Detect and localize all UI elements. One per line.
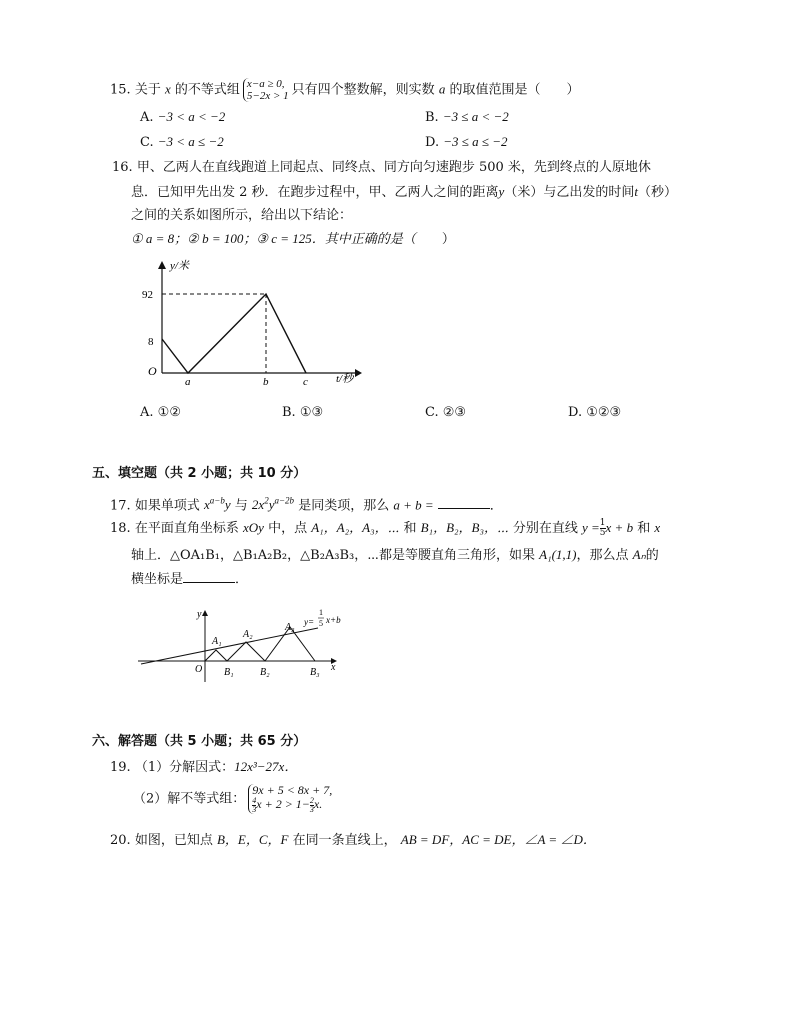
q15-option-d [425,133,508,152]
q15-option-d-text: −3 ≤ a ≤ −2 [443,134,508,149]
q16-line2 [131,183,677,202]
q18-line2-c: 的 [645,548,659,563]
q16-distance-line [162,294,306,373]
q15-close-paren: ） [566,82,580,98]
q17-term2-base: 2x [251,497,265,513]
q16-tick-a: a [185,376,191,388]
q16-line2-a: 息．已知甲先出发 2 秒．在跑步过程中，甲、乙两人之间的距离 [131,185,499,200]
q20-condition: AB = DF，AC = DE，∠A = ∠D． [400,832,596,847]
q16-option-c [425,404,466,422]
q17-term2-y: y [268,497,275,513]
q16-option-a-label: A. [140,405,154,420]
q16-number: 16. [112,160,133,175]
q18-line1-e: 和 [637,521,651,536]
q16-origin: O [148,364,157,378]
q16-y-label: y/米 [170,260,189,272]
q16-line1 [112,159,651,177]
q16-option-c-text: ②③ [442,405,467,420]
q17-term1-exp: a−b [209,496,225,506]
q19-inequality-system [248,784,332,814]
q18-line1-a: 在平面直角坐标系 [134,521,239,536]
q19-part1 [110,758,297,777]
q15-sys-line2: 5−2x > 1 [246,90,289,102]
q15-option-a [140,108,225,127]
q19-part2 [133,784,335,814]
q18-figure [138,600,358,685]
q18-line1 [110,519,660,538]
q17-term1-y: y [224,497,231,513]
q20-text-b: 在同一条直线上， [292,833,397,848]
q16-graph [140,255,370,390]
q18-frac-den: 5 [599,528,606,538]
q18-fig-eq-rest: x+b [326,615,341,625]
q16-option-c-label: C. [425,405,439,420]
q15-text-end: 的取值范围是（ [449,82,541,98]
q17 [110,492,503,515]
q15-option-d-label: D. [425,135,440,150]
q17-text-c: 是同类项，那么 [298,498,390,514]
q15-option-b-text: −3 ≤ a < −2 [442,109,509,124]
q16-x-arrow [355,369,362,377]
q18-line1-d: 分别在直线 [512,521,578,536]
q18-a1: A₁(1,1) [539,547,577,562]
q17-end: ． [489,498,503,514]
q16-x-label: t/秒 [336,373,354,385]
q16-option-a-text: ①② [157,405,181,420]
q16-line4-text: ① a = 8；② b = 100；③ c = 125．其中正确的是（ [131,231,416,246]
q17-text-a: 如果单项式 [134,498,200,514]
q17-term1-base: x [203,497,210,513]
q16-option-b-label: B. [282,405,296,420]
q18-y-arrow [202,610,208,616]
q18-line2 [131,546,659,565]
q15-inequality-system [243,78,289,102]
q16-line2-c: （秒） [637,185,677,200]
q18-answer-blank[interactable] [183,570,235,583]
q18-fig-a2: A₂ [243,629,253,640]
q15-option-a-label: A. [140,110,154,125]
q16-option-d-text: ①②③ [586,405,622,420]
q16-line2-b: （米）与乙出发的时间 [504,185,635,200]
q15-sys-line1: x−a ≥ 0, [246,78,285,90]
q19-frac1-num: 4 [252,796,257,805]
q18-fig-y: y [197,609,202,620]
q17-term2 [252,497,294,512]
q16-tick-92: 92 [142,289,153,301]
q18-eq-rest: x + b [605,520,634,535]
q15-option-b [425,108,509,127]
q18-fig-b1: B₁ [224,667,234,678]
q18-fig-a1: A₁ [212,636,222,647]
q17-answer-blank[interactable] [438,496,490,509]
q15-option-b-label: B. [425,110,439,125]
q18-end: ． [235,572,249,587]
q17-term1 [204,497,231,512]
q18-frac-num: 1 [599,518,606,528]
q16-close-paren: ） [441,232,455,247]
q16-line1-text: 甲、乙两人在直线跑道上同起点、同终点、同方向匀速跑步 500 米，先到终点的人原地休 [136,160,651,175]
q19-sys-line1: 9x + 5 < 8x + 7, [252,783,333,797]
q19-p1-label: （1）分解因式： [134,760,235,775]
q17-expr: a + b = [393,497,434,513]
q15-text: 关于 [134,82,161,98]
q18-number: 18. [110,521,131,536]
q15-option-c-text: −3 < a ≤ −2 [157,134,224,149]
q15-stem [110,78,579,102]
q20-number: 20. [110,833,131,848]
q17-number: 17. [110,498,131,514]
q16-option-d-label: D. [568,405,583,420]
q18-fig-a3: A₃ [285,622,295,633]
q17-term2-exp2: a−2b [274,496,295,506]
q18-fig-b2: B₂ [260,667,270,678]
q19-frac1-den: 3 [252,805,257,814]
q19-frac2-num: 2 [309,796,314,805]
q16-line4 [131,230,455,249]
q16-option-b-text: ①③ [299,405,324,420]
q16-y-arrow [158,261,166,269]
q17-term2-exp1: 2 [264,496,269,506]
q15-option-c-label: C. [140,135,154,150]
q18-fig-o: O [195,664,203,675]
q18-fig-eq-num: 1 [319,608,323,617]
q19-p1-expr: 12x³−27x． [234,759,298,774]
section5-title: 五、填空题（共 2 小题；共 10 分） [92,466,307,481]
q16-line3: 之间的关系如图所示，给出以下结论： [131,208,353,223]
q18-line2-b: ，那么点 [576,548,629,563]
section6-title: 六、解答题（共 5 小题；共 65 分） [92,734,307,749]
q20 [110,831,596,850]
q18-eq-y: y = [582,520,600,535]
q19-p2-label: （2）解不等式组： [133,791,246,807]
q18-fig-b3: B₃ [310,667,320,678]
q18-fig-x: x [331,662,336,673]
q18-points-b: B₁，B₂，B₃，⋯ [420,520,509,535]
q19-sys-line2-end: x. [313,797,323,812]
q15-option-c [140,133,224,152]
q16-option-d [568,404,621,422]
q17-text-b: 与 [234,498,248,514]
q15-option-a-text: −3 < a < −2 [157,109,226,124]
q16-tick-8: 8 [148,336,154,348]
q18-line1-c: 和 [403,521,417,536]
q18-points-a: A₁，A₂，A₃，⋯ [311,520,400,535]
q16-tick-c: c [303,376,308,388]
q20-points: B，E，C，F [216,832,289,847]
q19-frac2-den: 3 [309,805,314,814]
q18-line1-b: 中，点 [268,521,308,536]
q16-tick-b: b [263,376,269,388]
q16-option-a [140,404,181,422]
q15-text-after: 只有四个整数解，则实数 [291,82,435,98]
q19-sys-line2 [252,796,323,814]
q19-number: 19. [110,760,131,775]
q18-line2-a: 轴上．△OA₁B₁，△B₁A₂B₂，△B₂A₃B₃，⋯都是等腰直角三角形，如果 [131,548,535,563]
q18-an: Aₙ [632,547,646,562]
q18-x: x [654,520,661,535]
q16-option-b [282,404,323,422]
q19-sys-line2-mid: x + 2 > 1− [256,797,310,812]
q18-fig-eq-y: y= [304,617,315,627]
q16-var-y: y [498,184,505,199]
q18-xoy: xOy [242,520,264,535]
q15-text-mid: 的不等式组 [174,82,240,98]
q18-line3-text: 横坐标是 [131,572,184,587]
q15-var-a: a [438,81,446,97]
q15-var-x: x [164,81,171,97]
q18-fig-eq-den: 5 [319,619,323,628]
q20-text-a: 如图，已知点 [134,833,213,848]
q16-var-t: t [634,184,638,199]
q18-line3 [131,570,248,589]
q15-number: 15. [110,82,131,98]
